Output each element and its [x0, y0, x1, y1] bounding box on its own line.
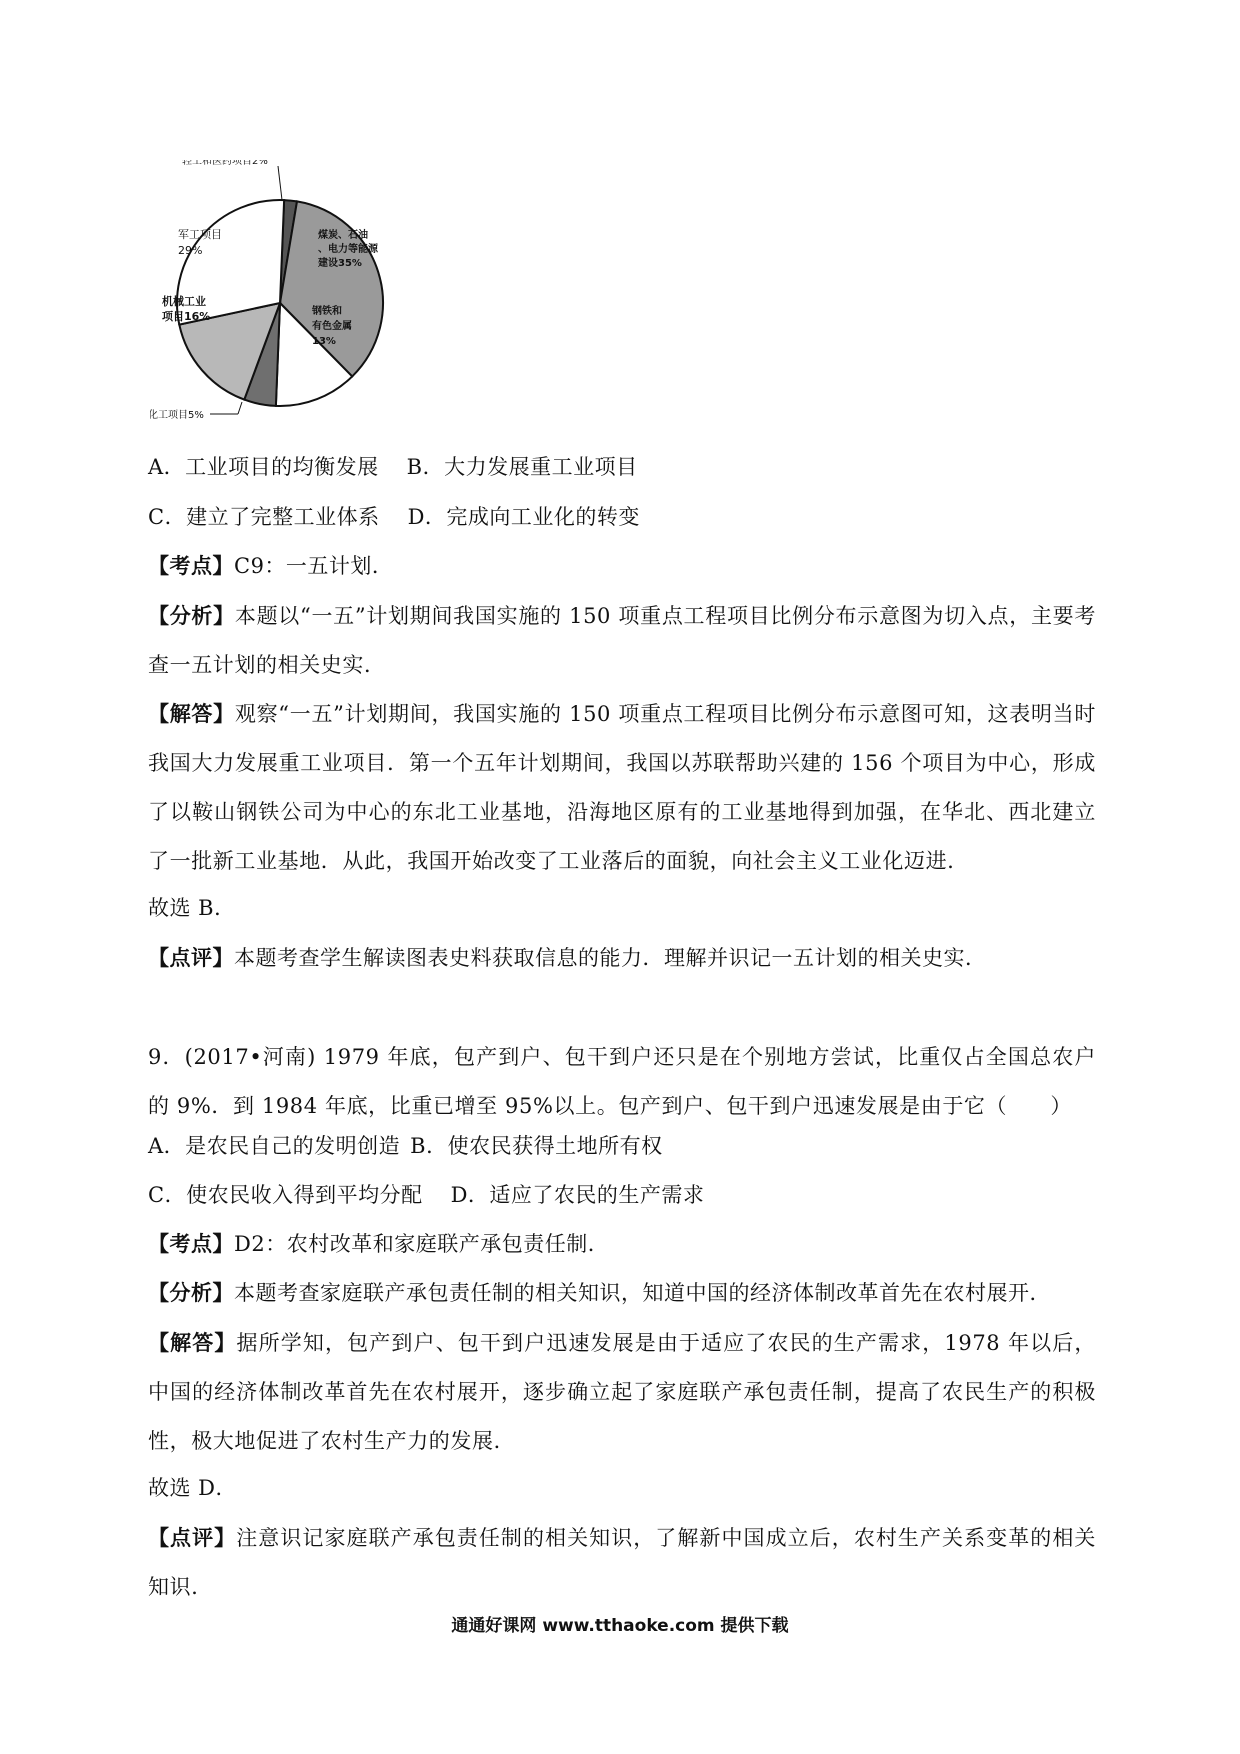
q8-fenxi-text: 本题以“一五”计划期间我国实施的 150 项重点工程项目比例分布示意图为切入点，主要考查一五计划的相关史实． [148, 604, 1096, 677]
q9-dianping [148, 1513, 1096, 1612]
q8-dianping [148, 943, 987, 973]
pie-label-chemical: 化工项目5% [150, 410, 204, 421]
q9-fenxi-tag: 【分析】 [148, 1280, 234, 1305]
q8-kaodian-text: C9：一五计划． [234, 554, 394, 578]
pie-label-machinery: 机械工业项目16% [162, 295, 211, 323]
q9-jieda-tag: 【解答】 [148, 1330, 237, 1355]
q9-jieda-text: 据所学知，包产到户、包干到户迅速发展是由于适应了农民的生产需求，1978 年以后，中国的经济体制改革首先在农村展开，逐步确立起了家庭联产承包责任制，提高了农民生产的积极性，极大地促进了农村生产力的发展． [148, 1331, 1097, 1453]
q8-answer: 故选 B． [148, 896, 236, 920]
q8-fenxi-tag: 【分析】 [148, 603, 235, 628]
q9-option-a: A．是农民自己的发明创造 [148, 1134, 401, 1158]
q9-fenxi [148, 1278, 1051, 1308]
pie-label-light-industry: 轻工和医药项目2% [182, 160, 268, 167]
q9-kaodian-tag: 【考点】 [148, 1231, 234, 1256]
q8-jieda-tag: 【解答】 [148, 701, 235, 726]
pie-label-steel: 钢铁和有色金属 13% [312, 306, 352, 347]
q8-fenxi [148, 591, 1096, 690]
pie-leader-light-industry [278, 166, 282, 200]
q9-dianping-tag: 【点评】 [148, 1525, 237, 1550]
q8-options-row2 [148, 502, 640, 532]
pie-label-energy: 煤炭、石油、电力等能源建设35% [318, 230, 378, 269]
project-ratio-pie-chart [150, 160, 410, 422]
q9-option-c: C．使农民收入得到平均分配 [148, 1183, 423, 1207]
q9-stem: 9．(2017•河南) 1979 年底，包产到户、包干到户还只是在个别地方尝试，比重仅占全国总农户的 9%．到 1984 年底，比重已增至 95%以上。包产到户、包干到户迅速发展是由于它（ ） [148, 1045, 1096, 1118]
q9-jieda [148, 1318, 1096, 1466]
q8-options-row1 [148, 452, 638, 482]
q8-dianping-tag: 【点评】 [148, 945, 234, 970]
q8-jieda-text: 观察“一五”计划期间，我国实施的 150 项重点工程项目比例分布示意图可知，这表明当时我国大力发展重工业项目．第一个五年计划期间，我国以苏联帮助兴建的 156 个项目为中心，形成了以鞍山钢铁公司为中心的东北工业基地，沿海地区原有的工业基地得到加强，在华北、西北建立了一批新工业基地．从此，我国开始改变了工业落后的面貌，向社会主义工业化迈进． [148, 702, 1096, 873]
pie-chart-svg [150, 160, 410, 422]
q8-jieda [148, 689, 1096, 886]
q9-dianping-text: 注意识记家庭联产承包责任制的相关知识，了解新中国成立后，农村生产关系变革的相关知识． [148, 1526, 1096, 1599]
q8-option-c: C．建立了完整工业体系 [148, 505, 380, 529]
q9-option-d: D．适应了农民的生产需求 [450, 1183, 705, 1207]
q9-kaodian [148, 1229, 609, 1259]
q8-dianping-text: 本题考查学生解读图表史料获取信息的能力．理解并识记一五计划的相关史实． [234, 946, 987, 970]
q9-fenxi-text: 本题考查家庭联产承包责任制的相关知识，知道中国的经济体制改革首先在农村展开． [234, 1281, 1051, 1305]
pie-leader-chemical-2 [238, 402, 242, 414]
footer-download-note: 通通好课网 www.tthaoke.com 提供下载 [451, 1616, 789, 1636]
q9-options-row2 [148, 1180, 704, 1210]
pie-label-military: 军工项目 29% [178, 228, 222, 257]
q8-kaodian-tag: 【考点】 [148, 553, 234, 578]
q8-kaodian [148, 551, 393, 581]
q8-option-d: D．完成向工业化的转变 [407, 505, 640, 529]
q9-option-b: B．使农民获得土地所有权 [410, 1134, 663, 1158]
q9-answer: 故选 D． [148, 1476, 238, 1500]
q8-option-a: A．工业项目的均衡发展 [148, 455, 379, 479]
q9-options-row1 [148, 1131, 663, 1161]
q8-option-b: B．大力发展重工业项目 [406, 455, 638, 479]
q9-kaodian-text: D2：农村改革和家庭联产承包责任制． [234, 1232, 610, 1256]
